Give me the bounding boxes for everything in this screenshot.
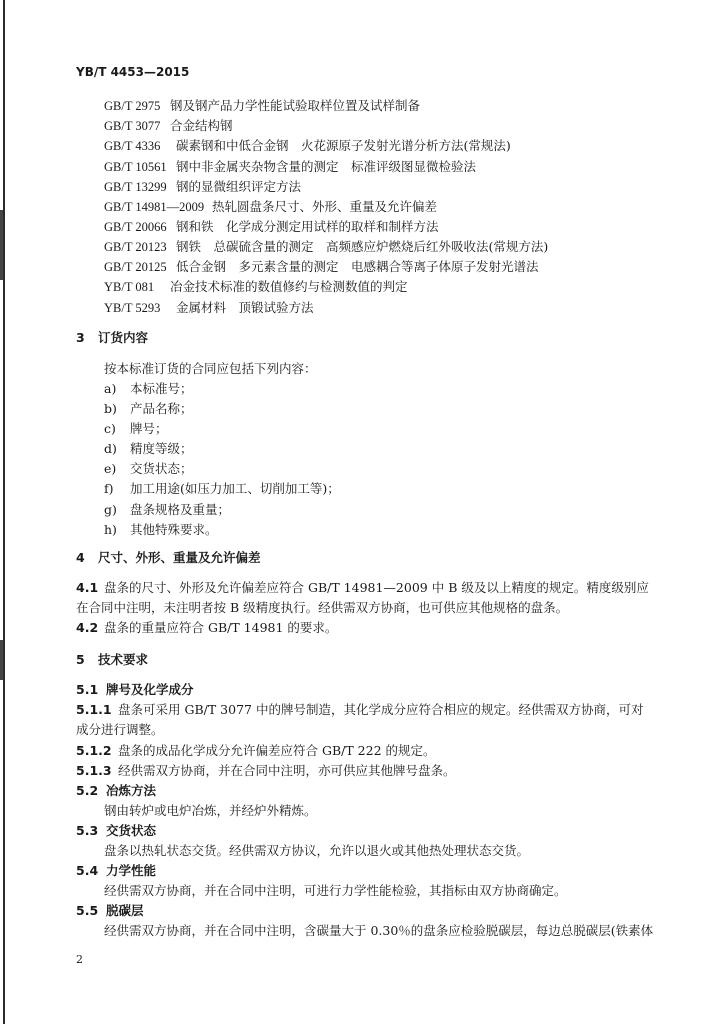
reference-code: GB/T 4336: [104, 139, 161, 153]
reference-item: [104, 98, 420, 114]
reference-item: [104, 300, 314, 316]
clause-5-2-text: 钢由转炉或电炉冶炼，并经炉外精炼。: [104, 803, 317, 818]
section-title: 技术要求: [98, 652, 149, 667]
subsection-5-2-heading: 5.2 冶炼方法: [76, 783, 157, 798]
reference-code: GB/T 2975: [104, 99, 161, 113]
list-item: g) 盘条规格及重量；: [104, 502, 231, 517]
section-title: 尺寸、外形、重量及允许偏差: [98, 550, 261, 565]
reference-code: YB/T 5293: [104, 301, 161, 315]
section-number: 4: [76, 550, 85, 565]
reference-title: 钢及钢产品力学性能试验取样位置及试样制备: [170, 98, 421, 113]
subsection-5-5-heading: 5.5 脱碳层: [76, 903, 144, 918]
list-item: h) 其他特殊要求。: [104, 522, 218, 537]
clause-5-4-text: 经供需双方协商，并在合同中注明，可进行力学性能检验，其指标由双方协商确定。: [104, 883, 567, 898]
section-5-heading: [76, 652, 148, 668]
reference-item: [104, 279, 408, 295]
reference-code: GB/T 20123: [104, 240, 167, 254]
reference-item: [104, 219, 439, 235]
reference-title: 钢中非金属夹杂物含量的测定 标准评级图显微检验法: [176, 159, 477, 174]
reference-item: [104, 159, 476, 175]
clause-4-1: 4.1 盘条的尺寸、外形及允许偏差应符合 GB/T 14981—2009 中 B 级及以上精度的规定。精度级别应: [76, 580, 649, 595]
section-3-intro: 按本标准订货的合同应包括下列内容：: [104, 361, 317, 376]
list-item: f) 加工用途(如压力加工、切削加工等)；: [104, 481, 340, 496]
reference-title: 合金结构钢: [170, 118, 233, 133]
section-number: 3: [76, 330, 85, 345]
list-item: c) 牌号；: [104, 421, 168, 436]
reference-title: 低合金钢 多元素含量的测定 电感耦合等离子体原子发射光谱法: [176, 259, 539, 274]
page-number: 2: [76, 953, 83, 966]
clause-5-1-1-cont: 成分进行调整。: [76, 722, 164, 737]
reference-title: 热轧圆盘条尺寸、外形、重量及允许偏差: [212, 199, 438, 214]
reference-item: [104, 179, 301, 195]
clause-5-1-3: 5.1.3 经供需双方协商，并在合同中注明，亦可供应其他牌号盘条。: [76, 763, 456, 778]
scan-edge-mark: [0, 210, 3, 280]
list-item: e) 交货状态；: [104, 461, 193, 476]
reference-title: 碳素钢和中低合金钢 火花源原子发射光谱分析方法(常规法): [176, 138, 511, 153]
reference-code: GB/T 20066: [104, 220, 167, 234]
clause-5-1-1: 5.1.1 盘条可采用 GB/T 3077 中的牌号制造，其化学成分应符合相应的规定。经供需双方协商，可对: [76, 702, 644, 717]
reference-title: 冶金技术标准的数值修约与检测数值的判定: [170, 279, 408, 294]
section-3-heading: [76, 330, 148, 346]
reference-code: YB/T 081: [104, 280, 155, 294]
reference-item: [104, 259, 539, 275]
reference-code: GB/T 14981—2009: [104, 200, 205, 214]
reference-title: 钢的显微组织评定方法: [176, 179, 302, 194]
page-edge-line: [3, 0, 5, 1024]
reference-item: [104, 138, 511, 154]
subsection-5-1-heading: 5.1 牌号及化学成分: [76, 682, 194, 697]
reference-code: GB/T 10561: [104, 160, 167, 174]
list-item: b) 产品名称；: [104, 401, 193, 416]
reference-item: [104, 118, 233, 134]
reference-title: 钢铁 总碳硫含量的测定 高频感应炉燃烧后红外吸收法(常规方法): [176, 239, 549, 254]
reference-title: 金属材料 顶锻试验方法: [176, 300, 314, 315]
list-item: d) 精度等级；: [104, 441, 193, 456]
section-4-heading: [76, 550, 261, 566]
reference-code: GB/T 3077: [104, 119, 161, 133]
section-title: 订货内容: [98, 330, 149, 345]
clause-5-1-2: 5.1.2 盘条的成品化学成分允许偏差应符合 GB/T 222 的规定。: [76, 743, 436, 758]
clause-4-1-cont: 在合同中注明，未注明者按 B 级精度执行。经供需双方协商，也可供应其他规格的盘条。: [76, 600, 569, 615]
reference-title: 钢和铁 化学成分测定用试样的取样和制样方法: [176, 219, 439, 234]
section-number: 5: [76, 652, 85, 667]
scan-edge-mark: [0, 640, 3, 680]
subsection-5-4-heading: 5.4 力学性能: [76, 863, 157, 878]
clause-4-2: 4.2 盘条的重量应符合 GB/T 14981 的要求。: [76, 620, 338, 635]
clause-5-3-text: 盘条以热轧状态交货。经供需双方协议，允许以退火或其他热处理状态交货。: [104, 843, 530, 858]
subsection-5-3-heading: 5.3 交货状态: [76, 823, 157, 838]
clause-5-5-text: 经供需双方协商，并在合同中注明，含碳量大于 0.30％的盘条应检验脱碳层，每边总脱碳层(铁素体: [104, 923, 654, 938]
document-code-header: YB/T 4453—2015: [76, 65, 190, 79]
reference-code: GB/T 20125: [104, 260, 167, 274]
reference-item: [104, 199, 437, 215]
reference-item: [104, 239, 548, 255]
list-item: a) 本标准号；: [104, 381, 193, 396]
reference-code: GB/T 13299: [104, 180, 167, 194]
